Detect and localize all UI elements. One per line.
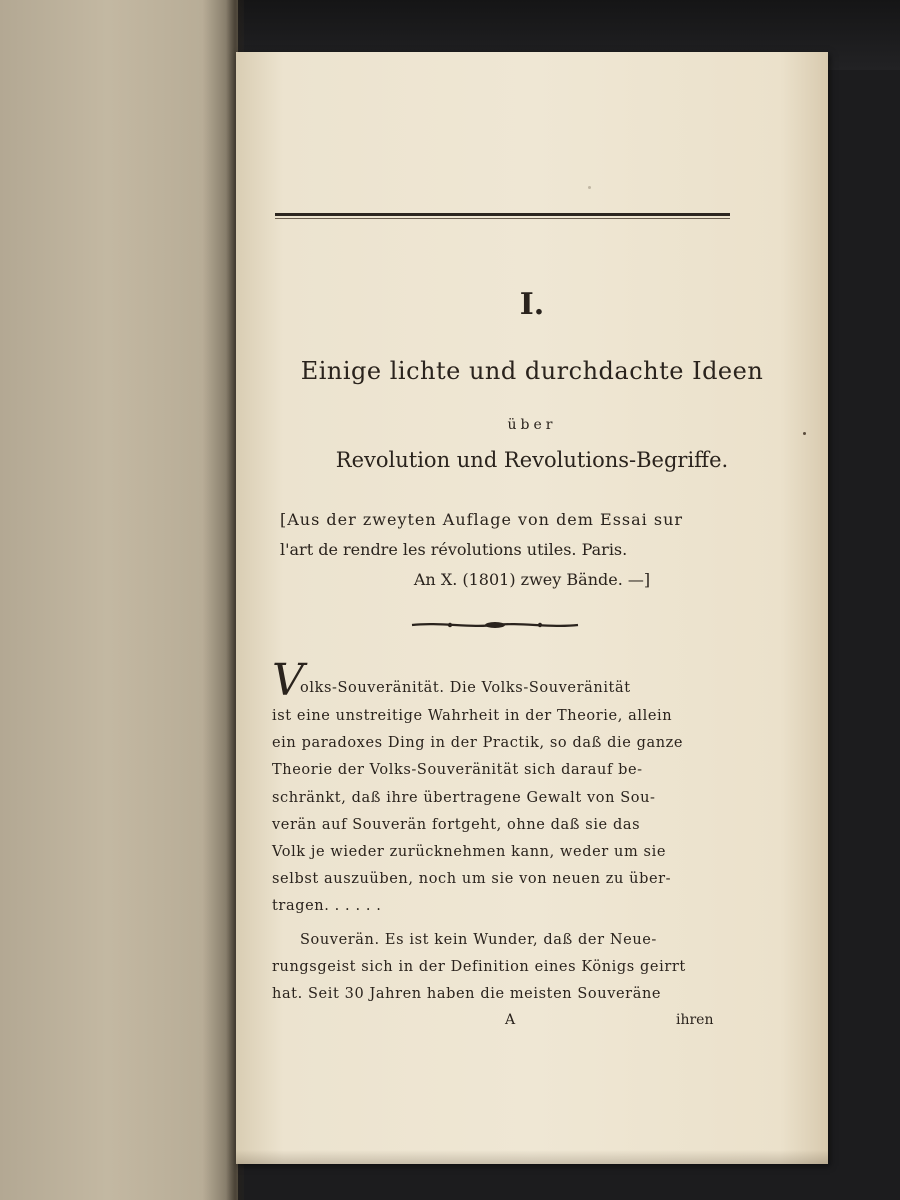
chapter-title-line2: Revolution und Revolutions-Begriffe. — [335, 448, 729, 472]
body-line: rungsgeist sich in der Definition eines Königs geirrt — [272, 959, 686, 975]
body-line: Theorie der Volks-Souveränität sich darauf be- — [272, 762, 643, 778]
body-line: olks-Souveränität. Die Volks-Souveränität — [300, 680, 631, 696]
source-note-line3: An X. (1801) zwey Bände. —] — [413, 570, 651, 589]
paper-speck — [588, 186, 591, 189]
body-line: verän auf Souverän fortgeht, ohne daß sie das — [272, 817, 641, 833]
chapter-title-line1: Einige lichte und durchdachte Ideen — [300, 357, 764, 385]
header-rule-thin — [275, 218, 730, 219]
page-bottom-shadow — [236, 1150, 828, 1164]
body-line: tragen. . . . . . — [272, 898, 382, 914]
body-line: ein paradoxes Ding in der Practik, so daß die ganze — [272, 735, 684, 751]
catchword: ihren — [676, 1012, 714, 1028]
body-line: selbst auszuüben, noch um sie von neuen zu über- — [272, 871, 672, 887]
paper-speck — [803, 432, 806, 435]
body-line: hat. Seit 30 Jahren haben die meisten Souveräne — [272, 986, 662, 1002]
body-line: schränkt, daß ihre übertragene Gewalt von Sou- — [272, 790, 656, 806]
signature-mark: A — [505, 1012, 516, 1028]
header-rule — [275, 213, 730, 216]
source-note-line1: [Aus der zweyten Auflage von dem Essai sur — [280, 510, 684, 529]
drop-cap: V — [272, 655, 304, 706]
section-numeral: I. — [519, 287, 545, 322]
divider-ornament — [410, 619, 580, 631]
source-note-line2: l'art de rendre les révolutions utiles. Paris. — [280, 540, 628, 559]
chapter-title-connector: über — [507, 417, 557, 433]
left-page-blank — [0, 0, 238, 1200]
body-line: ist eine unstreitige Wahrheit in der Theorie, allein — [272, 708, 673, 724]
body-line: Souverän. Es ist kein Wunder, daß der Neue- — [300, 932, 657, 948]
body-line: Volk je wieder zurücknehmen kann, weder um sie — [272, 844, 666, 860]
